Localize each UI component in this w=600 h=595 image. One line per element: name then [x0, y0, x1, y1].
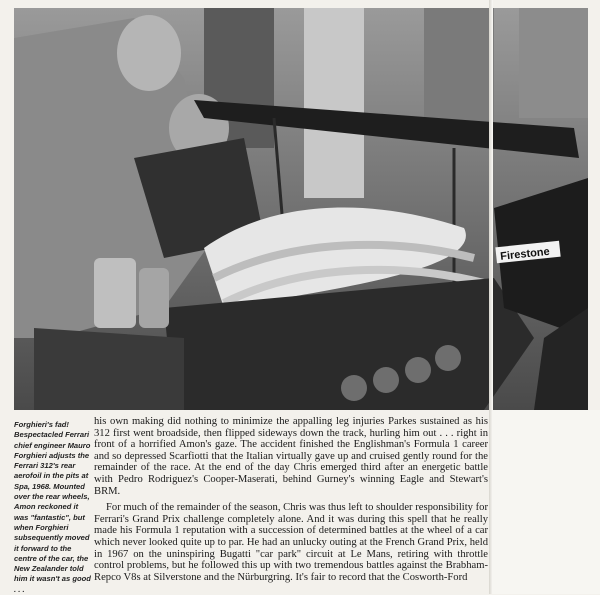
photo-illustration: [14, 8, 588, 410]
body-paragraph: his own making did nothing to minimize the appalling leg injuries Parkes sustained as his 312 first went broadside, then flipped sideways down the track, hurling him out . . . right in front of a horrified Amon's gaze. The accident finished the Englishman's Formula 1 career and so depressed Scarfiotti that the Italian virtually gave up and cruised gently round for the remainder of the race. At the end of the day Chris emerged third after an energetic battle with Pedro Rodriguez's Cooper-Maserati, behind Gurney's winning Eagle and Stewart's BRM.: [94, 416, 488, 497]
body-paragraph: For much of the remainder of the season, Chris was thus left to shoulder responsibility for Ferrari's Grand Prix challenge completely alone. And it was during this spell that he really made his Formula 1 reputation with a succession of determined battles at the wheel of a car which never looked quite up to par. He had an unlucky outing at the French Grand Prix, held in 1967 on the uninspiring Bugatti "car park" circuit at Le Mans, retiring with throttle control problems, but he followed this up with two tremendous battles against the Brabham-Repco V8s at Silverstone and the Nürburgring. It's fair to record that the Cosworth-Ford: [94, 502, 488, 583]
car-bodywork: [34, 328, 184, 410]
photo-caption: Forghieri's fad! Bespectacled Ferrari chief engineer Mauro Forghieri adjusts the Ferrari 312's rear aerofoil in the pits at Spa, 1968. Mounted over the rear wheels, Amon reckoned it was "fantastic", but when Forghieri subsequently moved it forward to the centre of the car, the New Zealander told him it wasn't as good . . .: [14, 420, 91, 594]
mechanic-head: [117, 15, 181, 91]
photo-ferrari-312-pits: [14, 8, 588, 410]
background-figure: [519, 8, 588, 118]
oil-canister: [94, 258, 136, 328]
firestone-decal-text: Firestone: [499, 245, 551, 263]
background-figure: [304, 8, 364, 198]
facing-page-margin: [493, 410, 600, 594]
oil-canister: [139, 268, 169, 328]
background-figure: [424, 8, 494, 128]
article-body: [94, 416, 488, 583]
intake-trumpet: [373, 367, 399, 393]
intake-trumpet: [341, 375, 367, 401]
intake-trumpet: [435, 345, 461, 371]
intake-trumpet: [405, 357, 431, 383]
